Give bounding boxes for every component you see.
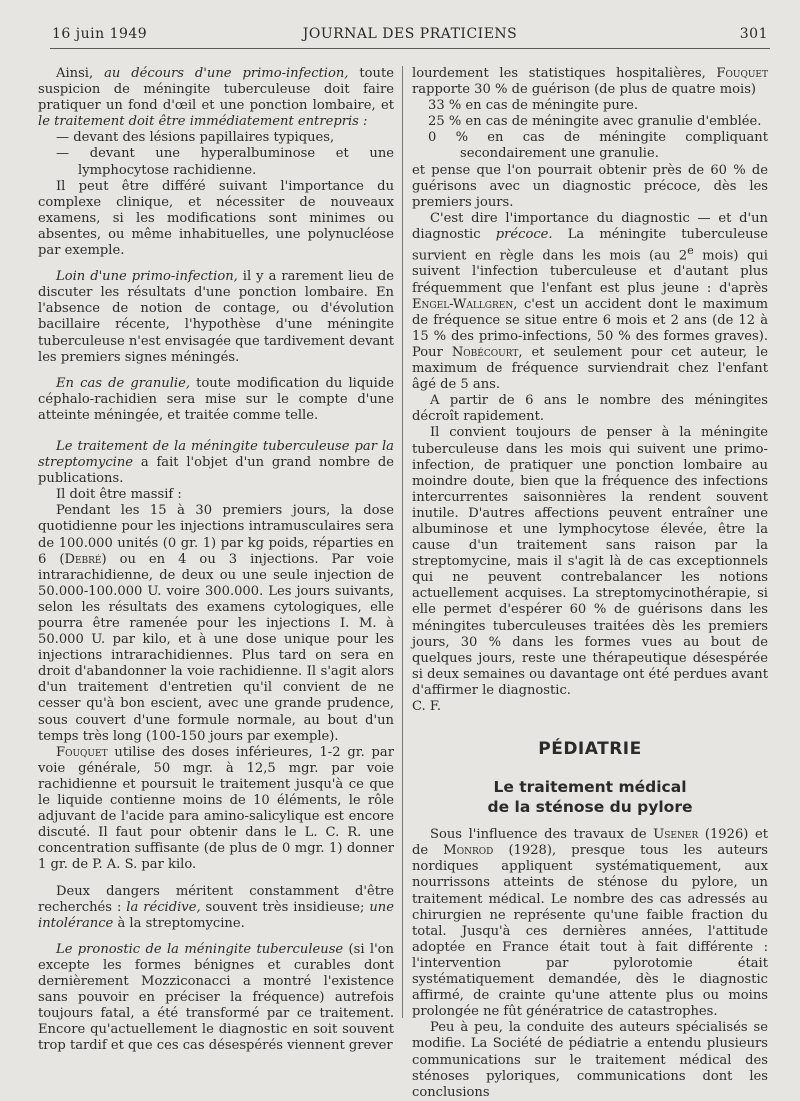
paragraph: Il doit être massif : [56,487,182,503]
header-page-number: 301 [739,26,768,42]
statistic-item: 0 % en cas de méningite compliquant secondairement une granulie. [428,130,768,162]
paragraph: Il peut être différé suivant l'importance du complexe clinique, et nécessiter de nouveaux examens, si les modifications sont minimes ou absentes, ou même inhabituelles, une polynucléose par exemple. [38,178,394,259]
paragraph: Il convient toujours de penser à la méningite tuberculeuse dans les mois qui suivent une primo-infection, de pratiquer une ponction lombaire au moindre doute, bien que la fréquence des infections intercurrentes saisonnières la rendent souvent inutile. D'autres affections peuvent entraîner une albuminose et une lymphocytose élevée, être la cause d'un traitement sans raison par la streptomycine, mais il s'agit là de cas exceptionnels qui ne peuvent contrebalancer les notions actuellement acquises. La streptomycinothérapie, si elle permet d'espérer 60 % de guérisons dans les méningites tuberculeuses traitées dès les premiers jours, 30 % dans les formes vues au bout de quelques jours, reste une thérapeutique désespérée si deux semaines ou davantage ont été perdues avant d'affirmer le diagnostic. [412,425,768,698]
column-divider [402,66,403,1018]
paragraph: Le traitement de la méningite tuberculeuse par la streptomycine a fait l'objet d'un grand nombre de publications. [38,438,394,487]
left-column [38,66,394,1054]
section-heading: PÉDIATRIE [538,739,642,760]
paragraph: Loin d'une primo-infection, il y a rarement lieu de discuter les résultats d'une ponction lombaire. En l'absence de notion de contage, ou d'évolution bacillaire récente, l'hypothèse d'une méningite tuberculeuse n'est envisagée que tardivement devant les premiers signes méningés. [38,269,394,365]
paragraph: Ainsi, au décours d'une primo-infection, toute suspicion de méningite tuberculeuse doit faire pratiquer un fond d'œil et une ponction lombaire, et le traitement doit être immédiatement entrepris : [38,66,394,130]
statistic-item: 25 % en cas de méningite avec granulie d'emblée. [428,114,762,130]
author-signature: C. F. [412,699,442,715]
paragraph: Le pronostic de la méningite tuberculeuse (si l'on excepte les formes bénignes et curables dont dernièrement Mozziconacci a montré l'existence sans pouvoir en préciser la fréquence) autrefois toujours fatal, a été transformé par ce traitement. Encore qu'actuellement le diagnostic en soit souvent trop tardif et que ces cas désespérés viennent grever [38,941,394,1054]
header-date: 16 juin 1949 [52,26,148,42]
dash-item: — devant des lésions papillaires typiques, [56,130,335,146]
dash-item: — devant une hyperalbuminose et une lymphocytose rachidienne. [56,146,394,178]
paragraph: et pense que l'on pourrait obtenir près de 60 % de guérisons avec un diagnostic précoce, dès les premiers jours. [412,162,768,210]
paragraph: lourdement les statistiques hospitalières, Fouquet rapporte 30 % de guérison (de plus de quatre mois) [412,66,768,98]
paragraph: Deux dangers méritent constamment d'être recherchés : la récidive, souvent très insidieuse; une intolérance à la streptomycine. [38,883,394,931]
paragraph: Peu à peu, la conduite des auteurs spécialisés se modifie. La Société de pédiatrie a entendu plusieurs communications sur le traitement médical des sténoses pyloriques, communications dont les conclusions [412,1020,768,1100]
paragraph: C'est dire l'importance du diagnostic — et d'un diagnostic précoce. La méningite tuberculeuse survient en règle dans les mois (au 2e mois) qui suivent l'infection tuberculeuse et d'autant plus fréquemment que l'enfant est plus jeune : d'après Engel-Wallgren, c'est un accident dont le maximum de fréquence se situe entre 6 mois et 2 ans (de 12 à 15 % des primo-infections, 50 % des formes graves). Pour Nobécourt, et seulement pour cet auteur, le maximum de fréquence surviendrait chez l'enfant âgé de 5 ans. [412,210,768,393]
paragraph: Fouquet utilise des doses inférieures, 1-2 gr. par voie générale, 50 mgr. à 12,5 mgr. par voie rachidienne et poursuit le traitement jusqu'à ce que le liquide contienne moins de 10 éléments, le rôle adjuvant de l'acide para amino-salicylique est encore discuté. Il faut pour obtenir dans le L. C. R. une concentration suffisante (de plus de 0 mgr. 1) donner 1 gr. de P. A. S. par kilo. [38,744,394,873]
paragraph: A partir de 6 ans le nombre des méningites décroît rapidement. [412,393,768,425]
header-rule [50,48,770,49]
header-journal-title: JOURNAL DES PRATICIENS [302,26,518,42]
running-header [52,26,768,48]
paragraph: En cas de granulie, toute modification du liquide céphalo-rachidien sera mise sur le compte d'une atteinte méningée, et traitée comme telle. [38,375,394,423]
article-title: Le traitement médical de la sténose du pylore [487,778,693,817]
statistic-item: 33 % en cas de méningite pure. [428,98,639,114]
right-column [412,66,768,1101]
paragraph: Sous l'influence des travaux de Usener (1926) et de Monrod (1928), presque tous les auteurs nordiques appliquent systématiquement, aux nourrissons atteints de sténose du pylore, un traitement médical. Le nombre des cas adressés au chirurgien ne représente qu'une faible fraction du total. Jusqu'à ces dernières années, l'attitude adoptée en France était tout à fait différente : l'intervention par pylorotomie était systématiquement demandée, dès le diagnostic affirmé, de crainte qu'une attente plus ou moins prolongée ne fût génératrice de catastrophes. [412,827,769,1020]
paragraph: Pendant les 15 à 30 premiers jours, la dose quotidienne pour les injections intramusculaires sera de 100.000 unités (0 gr. 1) par kg poids, réparties en 6 (Debré) ou en 4 ou 3 injections. Par voie intrarachidienne, de deux ou une seule injection de 50.000-100.000 U. voire 300.000. Les jours suivants, selon les résultats des examens cytologiques, elle pourra être ramenée pour les injections I. M. à 50.000 U. par kilo, et à une dose unique pour les injections intrarachidiennes. Plus tard on sera en droit d'abandonner la voie rachidienne. Il s'agit alors d'un traitement d'entretien qu'il convient de ne cesser qu'à bon escient, avec une grande prudence, sous couvert d'une formule normale, au bout d'un temps très long (100-150 jours par exemple). [38,503,395,744]
